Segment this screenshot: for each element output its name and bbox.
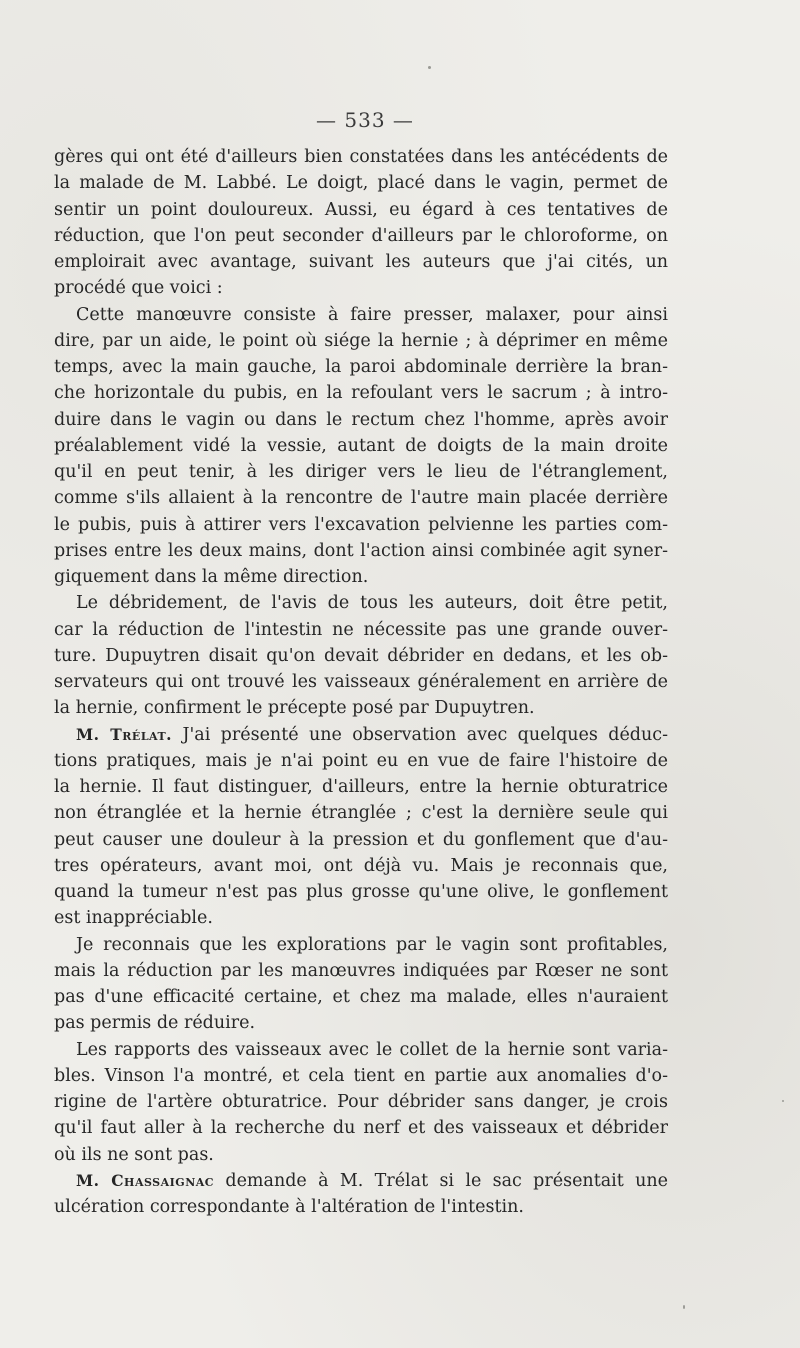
text-line	[54, 853, 668, 879]
speaker-name: M. Chassaignac	[76, 1170, 215, 1190]
line-text: qu'il faut aller à la recherche du nerf et des vaisseaux et débrider	[54, 1118, 668, 1139]
text-line	[54, 748, 668, 774]
line-text: bles. Vinson l'a montré, et cela tient en partie aux anomalies d'o-	[54, 1065, 668, 1086]
line-text: sentir un point douloureux. Aussi, eu égard à ces tentatives de	[54, 199, 668, 220]
text-line	[54, 879, 668, 905]
line-text: mais la réduction par les manœuvres indiquées par Rœser ne sont	[54, 960, 668, 981]
text-line	[54, 538, 668, 564]
line-text: procédé que voici :	[54, 278, 223, 299]
body-text	[54, 144, 668, 1220]
text-line	[54, 590, 668, 616]
line-text: J'ai présenté une observation avec quelques déduc-	[172, 724, 668, 745]
text-line	[54, 1194, 668, 1220]
line-text: quand la tumeur n'est pas plus grosse qu'une olive, le gonflement	[54, 882, 668, 902]
ink-speck	[782, 1100, 784, 1102]
text-line	[54, 407, 668, 433]
line-text: demande à M. Trélat si le sac présentait une	[214, 1170, 669, 1191]
line-text: servateurs qui ont trouvé les vaisseaux généralement en arrière de	[54, 672, 668, 692]
line-text: non étranglée et la hernie étranglée ; c'est la dernière seule qui	[54, 803, 668, 824]
text-line	[54, 485, 668, 511]
line-text: che horizontale du pubis, en la refoulant vers le sacrum ; à intro-	[54, 383, 668, 404]
ink-speck	[428, 66, 431, 69]
text-line	[54, 722, 668, 748]
line-text: qu'il en peut tenir, à les diriger vers le lieu de l'étranglement,	[54, 462, 668, 482]
text-line	[54, 170, 668, 196]
line-text: préalablement vidé la vessie, autant de doigts de la main droite	[54, 435, 668, 456]
text-line	[54, 984, 668, 1010]
line-text: est inappréciable.	[54, 908, 213, 929]
line-text: pas d'une efficacité certaine, et chez ma malade, elles n'auraient	[54, 987, 668, 1007]
text-line	[54, 800, 668, 826]
line-text: prises entre les deux mains, dont l'action ainsi combinée agit syner-	[54, 540, 668, 561]
text-line	[54, 1063, 668, 1089]
text-line	[54, 144, 668, 170]
text-line	[54, 617, 668, 643]
line-text: emploirait avec avantage, suivant les auteurs que j'ai cités, un	[54, 252, 668, 272]
text-line	[54, 380, 668, 406]
line-text: ture. Dupuytren disait qu'on devait débrider en dedans, et les ob-	[54, 645, 668, 666]
line-text: Le débridement, de l'avis de tous les auteurs, doit être petit,	[76, 593, 668, 614]
line-text: temps, avec la main gauche, la paroi abdominale derrière la bran-	[54, 357, 668, 377]
text-line	[54, 564, 668, 590]
text-line	[54, 905, 668, 931]
line-text: Les rapports des vaisseaux avec le collet de la hernie sont varia-	[76, 1039, 668, 1060]
text-line	[54, 774, 668, 800]
text-line	[54, 328, 668, 354]
line-text: réduction, que l'on peut seconder d'ailleurs par le chloroforme, on	[54, 225, 668, 246]
text-line	[54, 932, 668, 958]
line-text: comme s'ils allaient à la rencontre de l'autre main placée derrière	[54, 488, 668, 509]
text-line	[54, 433, 668, 459]
line-text: dire, par un aide, le point où siége la hernie ; à déprimer en même	[54, 330, 668, 351]
line-text: la malade de M. Labbé. Le doigt, placé dans le vagin, permet de	[54, 173, 668, 194]
text-line	[54, 1010, 668, 1036]
line-text: pas permis de réduire.	[54, 1013, 256, 1034]
text-line	[54, 958, 668, 984]
line-text: car la réduction de l'intestin ne nécessite pas une grande ouver-	[54, 619, 668, 640]
line-text: gères qui ont été d'ailleurs bien constatées dans les antécédents de	[54, 147, 668, 167]
line-text: le pubis, puis à attirer vers l'excavation pelvienne les parties com-	[54, 514, 668, 535]
line-text: la hernie, confirment le précepte posé par Dupuytren.	[54, 698, 535, 719]
text-line	[54, 512, 668, 538]
line-text: tres opérateurs, avant moi, ont déjà vu. Mais je reconnais que,	[54, 855, 668, 876]
text-line	[54, 643, 668, 669]
line-text: où ils ne sont pas.	[54, 1144, 214, 1165]
text-line	[54, 459, 668, 485]
ink-speck	[683, 1305, 685, 1309]
text-line	[54, 197, 668, 223]
line-text: giquement dans la même direction.	[54, 567, 369, 587]
text-line	[54, 1168, 668, 1194]
text-line	[54, 1142, 668, 1168]
text-line	[54, 1115, 668, 1141]
line-text: rigine de l'artère obturatrice. Pour débrider sans danger, je crois	[54, 1092, 668, 1112]
line-text: Je reconnais que les explorations par le vagin sont profitables,	[76, 934, 668, 955]
text-line	[54, 302, 668, 328]
speaker-name: M. Trélat.	[76, 724, 173, 744]
text-line	[54, 1089, 668, 1115]
line-text: la hernie. Il faut distinguer, d'ailleurs, entre la hernie obturatrice	[54, 777, 668, 797]
text-line	[54, 249, 668, 275]
line-text: duire dans le vagin ou dans le rectum chez l'homme, après avoir	[54, 409, 668, 430]
text-line	[54, 1037, 668, 1063]
line-text: tions pratiques, mais je n'ai point eu en vue de faire l'histoire de	[54, 750, 668, 771]
text-line	[54, 669, 668, 695]
text-line	[54, 275, 668, 301]
line-text: peut causer une douleur à la pression et du gonflement que d'au-	[54, 829, 668, 850]
text-line	[54, 354, 668, 380]
line-text: ulcération correspondante à l'altération de l'intestin.	[54, 1197, 524, 1217]
line-text: Cette manœuvre consiste à faire presser, malaxer, pour ainsi	[76, 304, 668, 325]
text-line	[54, 827, 668, 853]
page-number: — 533 —	[316, 108, 414, 132]
text-line	[54, 695, 668, 721]
text-line	[54, 223, 668, 249]
